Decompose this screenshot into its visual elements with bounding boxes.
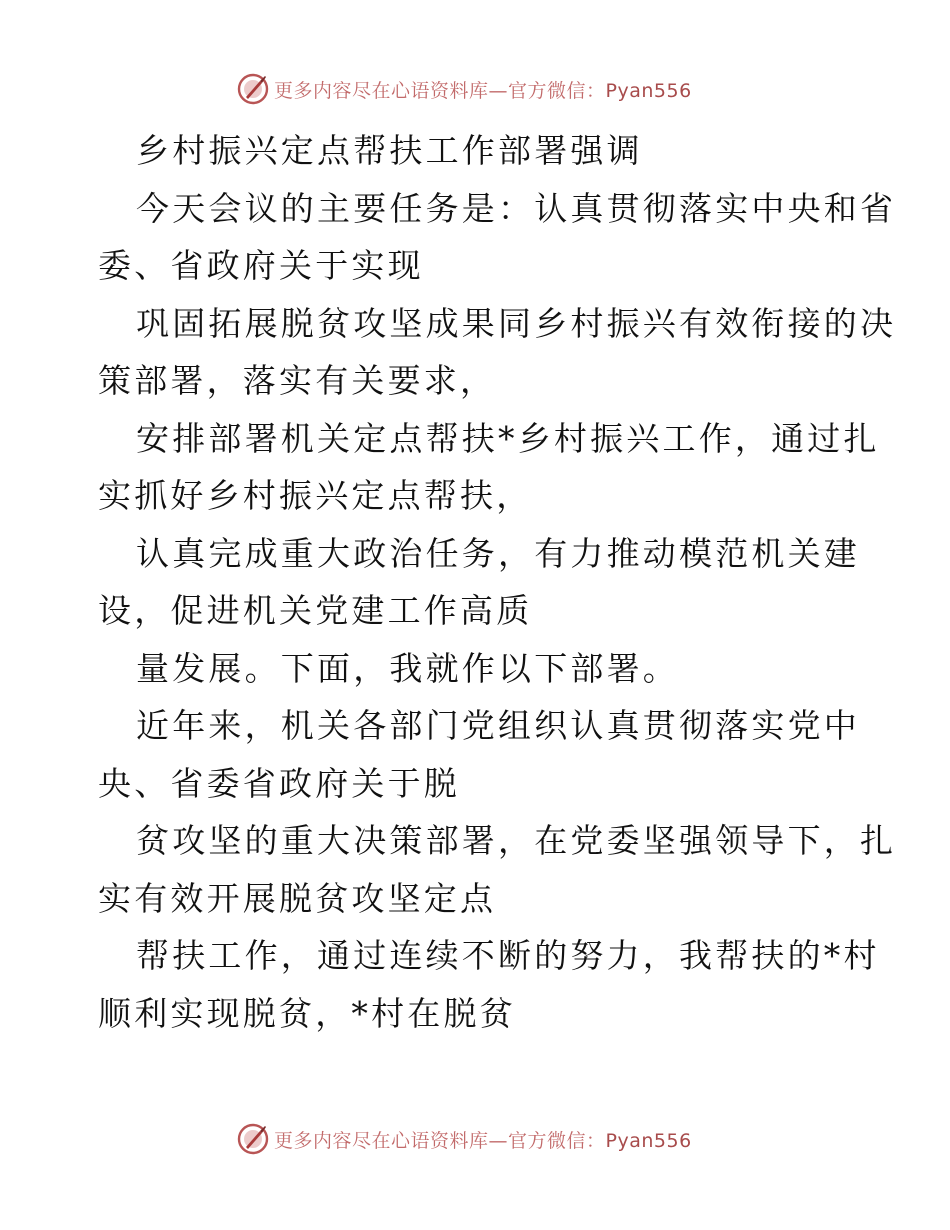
quill-circle-logo-icon xyxy=(236,72,270,106)
watermark-handle: Pyan556 xyxy=(605,79,692,102)
document-line: 实有效开展脱贫攻坚定点 xyxy=(98,878,497,918)
document-line: 近年来，机关各部门党组织认真贯彻落实党中 xyxy=(136,706,860,745)
watermark-handle: Pyan556 xyxy=(605,1129,692,1152)
document-line: 认真完成重大政治任务，有力推动模范机关建 xyxy=(136,533,860,573)
document-line: 巩固拓展脱贫攻坚成果同乡村振兴有效衔接的决 xyxy=(136,303,897,343)
header-watermark xyxy=(236,72,692,106)
document-line: 委、省政府关于实现 xyxy=(98,246,424,285)
document-line: 乡村振兴定点帮扶工作部署强调 xyxy=(136,131,643,170)
document-line: 顺利实现脱贫，*村在脱贫 xyxy=(98,993,516,1033)
document-line: 央、省委省政府关于脱 xyxy=(98,763,460,803)
document-line: 安排部署机关定点帮扶*乡村振兴工作，通过扎 xyxy=(136,418,880,458)
quill-circle-logo-icon xyxy=(236,1122,270,1156)
footer-watermark xyxy=(236,1122,692,1156)
document-line: 今天会议的主要任务是：认真贯彻落实中央和省 xyxy=(136,188,897,228)
document-line: 帮扶工作，通过连续不断的努力，我帮扶的*村 xyxy=(136,936,880,975)
document-body xyxy=(98,122,897,1042)
document-line: 贫攻坚的重大决策部署，在党委坚强领导下，扎 xyxy=(136,821,897,860)
document-line: 设，促进机关党建工作高质 xyxy=(98,591,533,630)
watermark-text: 更多内容尽在心语资料库—官方微信： xyxy=(274,79,606,102)
watermark-text: 更多内容尽在心语资料库—官方微信： xyxy=(274,1129,606,1152)
document-line: 策部署，落实有关要求， xyxy=(98,361,497,400)
document-line: 量发展。下面，我就作以下部署。 xyxy=(136,648,679,688)
document-line: 实抓好乡村振兴定点帮扶， xyxy=(98,476,533,515)
